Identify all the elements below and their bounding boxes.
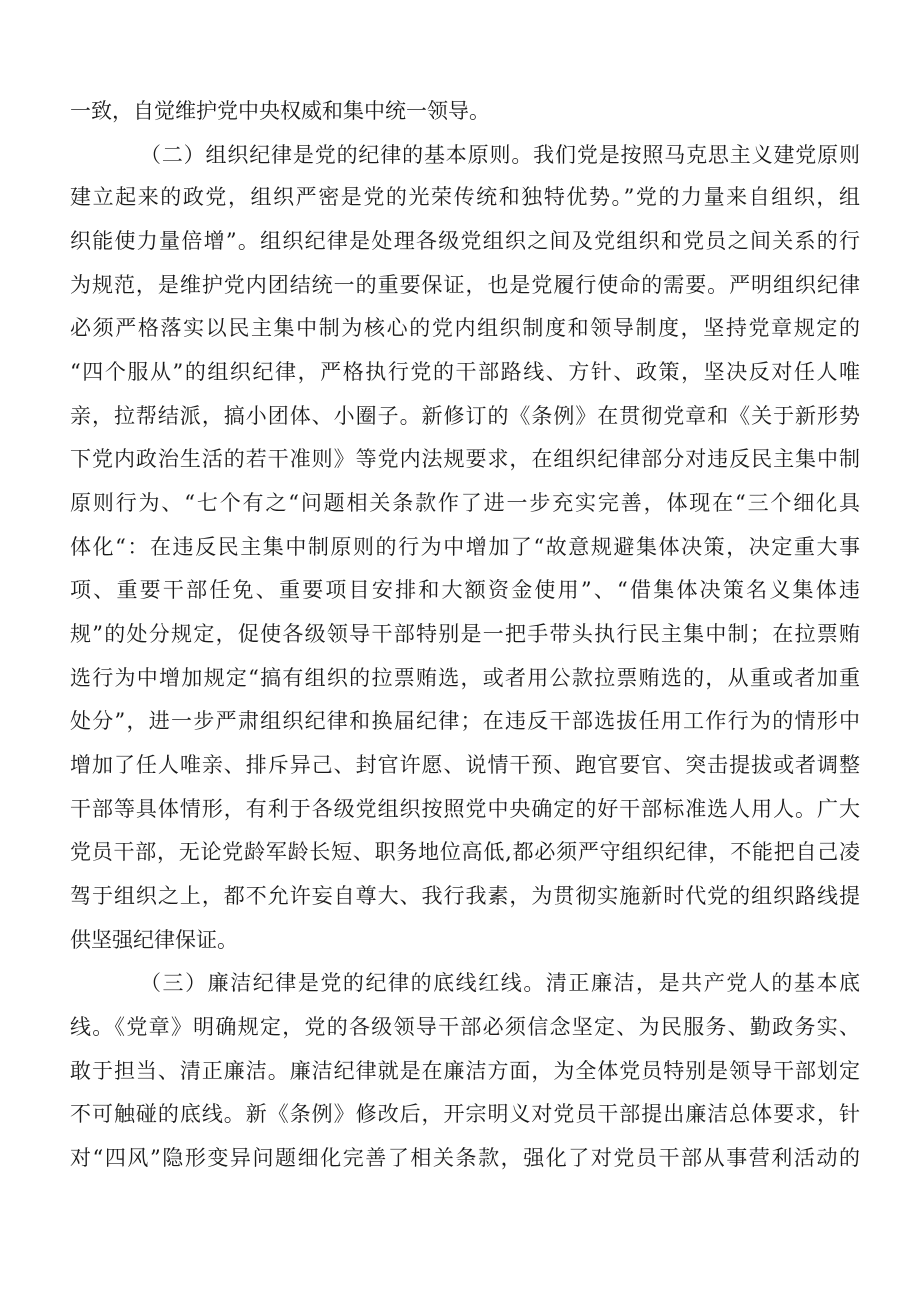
text-line: 项、重要干部任免、重要项目安排和大额资金使用”、“借集体决策名义集体违 xyxy=(70,578,860,602)
text-line: 为规范，是维护党内团结统一的重要保证，也是党履行使命的需要。严明组织纪律 xyxy=(70,273,860,297)
text-line: 建立起来的政党，组织严密是党的光荣传统和独特优势。”党的力量来自组织，组 xyxy=(70,185,860,209)
text-line: 干部等具体情形，有利于各级党组织按照党中央确定的好干部标准选人用人。广大 xyxy=(70,797,860,821)
text-line: 体化“：在违反民主集中制原则的行为中增加了“故意规避集体决策，决定重大事 xyxy=(70,535,860,559)
text-line: 规”的处分规定，促使各级领导干部特别是一把手带头执行民主集中制；在拉票贿 xyxy=(70,622,860,646)
text-line: 下党内政治生活的若干准则》等党内法规要求，在组织纪律部分对违反民主集中制 xyxy=(70,447,860,471)
text-line: 供坚强纪律保证。 xyxy=(70,928,238,952)
text-line: 党员干部，无论党龄军龄长短、职务地位高低,都必须严守组织纪律，不能把自己凌 xyxy=(70,840,860,864)
text-line: 不可触碰的底线。新《条例》修改后，开宗明义对党员干部提出廉洁总体要求，针 xyxy=(70,1102,860,1126)
text-line: 亲，拉帮结派，搞小团体、小圈子。新修订的《条例》在贯彻党章和《关于新形势 xyxy=(70,404,860,428)
text-line: 线。《党章》明确规定，党的各级领导干部必须信念坚定、为民服务、勤政务实、 xyxy=(70,1015,860,1039)
text-line: 驾于组织之上，都不允许妄自尊大、我行我素，为贯彻实施新时代党的组织路线提 xyxy=(70,884,860,908)
text-line: 选行为中增加规定“搞有组织的拉票贿选，或者用公款拉票贿选的，从重或者加重 xyxy=(70,666,860,690)
text-line: “四个服从”的组织纪律，严格执行党的干部路线、方针、政策，坚决反对任人唯 xyxy=(70,360,860,384)
text-line: 增加了任人唯亲、排斥异己、封官许愿、说情干预、跑官要官、突击提拔或者调整 xyxy=(70,753,860,777)
paragraph-3-heading-line: （三）廉洁纪律是党的纪律的底线红线。清正廉洁，是共产党人的基本底 xyxy=(140,971,860,995)
text-line: 织能使力量倍增”。组织纪律是处理各级党组织之间及党组织和党员之间关系的行 xyxy=(70,229,860,253)
text-line: 敢于担当、清正廉洁。廉洁纪律就是在廉洁方面，为全体党员特别是领导干部划定 xyxy=(70,1059,860,1083)
text-line: 处分”，进一步严肃组织纪律和换届纪律；在违反干部选拔任用工作行为的情形中 xyxy=(70,709,860,733)
text-line: 必须严格落实以民主集中制为核心的党内组织制度和领导制度，坚持党章规定的 xyxy=(70,316,860,340)
text-line: 原则行为、“七个有之“问题相关条款作了进一步充实完善，体现在“三个细化具 xyxy=(70,491,860,515)
text-line: 对“四风”隐形变异问题细化完善了相关条款，强化了对党员干部从事营利活动的 xyxy=(70,1146,860,1170)
paragraph-2-heading-line: （二）组织纪律是党的纪律的基本原则。我们党是按照马克思主义建党原则 xyxy=(140,143,860,167)
text-line: 一致，自觉维护党中央权威和集中统一领导。 xyxy=(70,99,490,123)
